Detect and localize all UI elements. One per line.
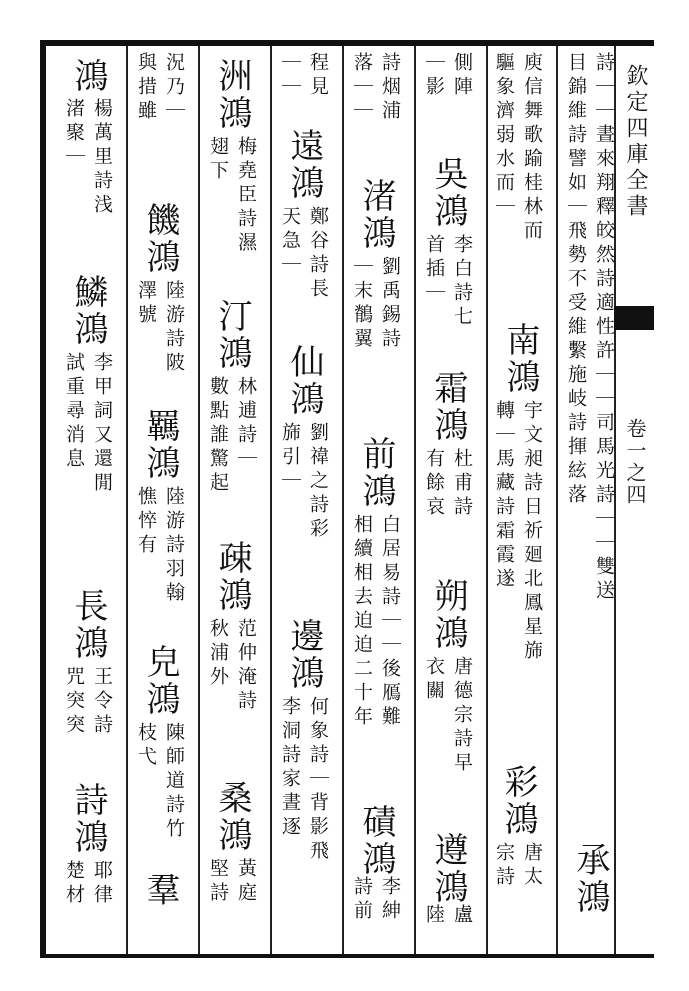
column-6-note-c: 范仲淹詩 秋浦外: [207, 618, 257, 714]
column-8-heading-b: 鱗鴻: [68, 274, 108, 348]
column-3-heading-a: 吳鴻: [428, 156, 468, 230]
column-8-note-d: 耶律 楚材: [63, 860, 113, 908]
column-3-note-d: 唐德宗詩早 衣關: [423, 656, 473, 776]
frame-top-border: [40, 40, 654, 46]
column-2-heading-b: 彩鴻: [498, 764, 538, 838]
column-7-heading-c: 皃鴻: [140, 644, 180, 718]
column-rule: [198, 46, 200, 954]
column-4-note-d: 李紳 詩前: [351, 876, 401, 924]
text-column-1: [562, 52, 624, 932]
text-column-4: [348, 52, 410, 932]
column-rule: [556, 46, 558, 954]
column-4-heading-a: 渚鴻: [356, 178, 396, 252]
column-rule: [126, 46, 128, 954]
column-5-note-a: 程見 ｜｜: [279, 52, 329, 100]
column-3-note-b: 李白詩七 首插｜: [423, 234, 473, 330]
column-3-heading-b: 霜鴻: [428, 370, 468, 444]
column-8-note-c: 王令詩 咒突突: [63, 666, 113, 738]
column-5-heading-c: 邊鴻: [284, 618, 324, 692]
column-7-note-b: 陸游詩陂 澤號: [135, 280, 185, 376]
column-5-note-d: 何象詩｜背影飛 李洞詩家晝逐: [279, 696, 329, 864]
column-8-heading-d: 詩鴻: [68, 782, 108, 856]
column-2-heading-a: 南鴻: [500, 322, 540, 396]
column-8-heading-a: 鴻: [68, 58, 108, 95]
column-2-note-b: 宇文昶詩日祈廻北鳳星旆 轉｜馬藏詩霜霞遂: [493, 400, 543, 664]
frame-left-border: [40, 40, 46, 958]
frame-bottom-border: [40, 954, 654, 958]
column-rule: [270, 46, 272, 954]
column-3-heading-d: 遵鴻: [428, 832, 468, 906]
column-6-note-d: 黃庭 堅詩: [207, 858, 257, 906]
column-7-heading-d: 羣: [140, 872, 180, 909]
column-7-note-c: 陸游詩羽翰 憔悴有: [135, 486, 185, 606]
text-column-2: [490, 52, 552, 932]
column-rule: [486, 46, 488, 954]
column-3-note-c: 杜甫詩 有餘哀: [423, 448, 473, 520]
text-column-3: [420, 52, 482, 932]
column-5-note-b: 鄭谷詩長 天急｜: [279, 206, 329, 302]
book-title: 欽定四庫全書: [623, 64, 648, 220]
column-6-heading-d: 桑鴻: [212, 780, 252, 854]
column-7-heading-b: 羈鴻: [140, 408, 180, 482]
column-7-heading-a: 饑鴻: [140, 202, 180, 276]
column-5-heading-b: 仙鴻: [284, 344, 324, 418]
text-column-5: [276, 52, 338, 932]
column-7-note-d: 陳師道詩竹 枝弋: [135, 722, 185, 842]
column-rule: [342, 46, 344, 954]
column-6-note-a: 梅堯臣詩濕 翅下: [207, 136, 257, 256]
column-1-note: 詩｜｜晝來翔釋皎然詩適性許｜｜司馬光詩｜｜雙送 目錦維詩譬如｜飛勢不受維繫施岐詩揮絃落: [565, 52, 615, 604]
column-4-note-b: 劉禹錫詩 ｜末鶺翼: [351, 256, 401, 352]
column-8-note-b: 李甲詞又還閒 試重尋消息: [63, 352, 113, 496]
column-2-note-a: 庾信舞歌踰桂林而 驅象濟弱水而｜: [493, 52, 543, 244]
column-6-heading-a: 洲鴻: [212, 58, 252, 132]
column-4-note-a: 詩烟浦 落｜｜: [351, 52, 401, 124]
column-6-heading-c: 疎鴻: [212, 540, 252, 614]
column-3-heading-c: 朔鴻: [428, 578, 468, 652]
column-5-heading-a: 遠鴻: [284, 128, 324, 202]
column-3-note-e: 盧 陸: [423, 904, 473, 928]
text-column-7: [132, 52, 194, 932]
column-2-note-c: 唐太 宗詩: [493, 842, 543, 890]
text-column-8: [60, 52, 122, 932]
column-4-heading-b: 前鴻: [356, 436, 396, 510]
column-4-note-c: 白居易詩｜｜後鴈難 相續相去迫迫二十年: [351, 514, 401, 730]
column-7-note-a: 況乃｜ 與措雖: [135, 52, 185, 124]
column-6-note-b: 林逋詩｜ 數點誰驚起: [207, 376, 257, 496]
juan-number: 卷一之四: [623, 418, 647, 506]
column-rule: [414, 46, 416, 954]
column-6-heading-b: 汀鴻: [212, 298, 252, 372]
column-1-heading: 承鴻: [570, 842, 610, 916]
column-8-note-a: 楊萬里詩浅 渚聚｜: [63, 98, 113, 218]
text-column-6: [204, 52, 266, 932]
column-3-note-a: 側陣 ｜影: [423, 52, 473, 100]
column-8-heading-c: 長鴻: [68, 588, 108, 662]
column-4-heading-c: 磧鴻: [356, 804, 396, 878]
column-5-note-c: 劉禕之詩彩 旆引｜: [279, 422, 329, 542]
